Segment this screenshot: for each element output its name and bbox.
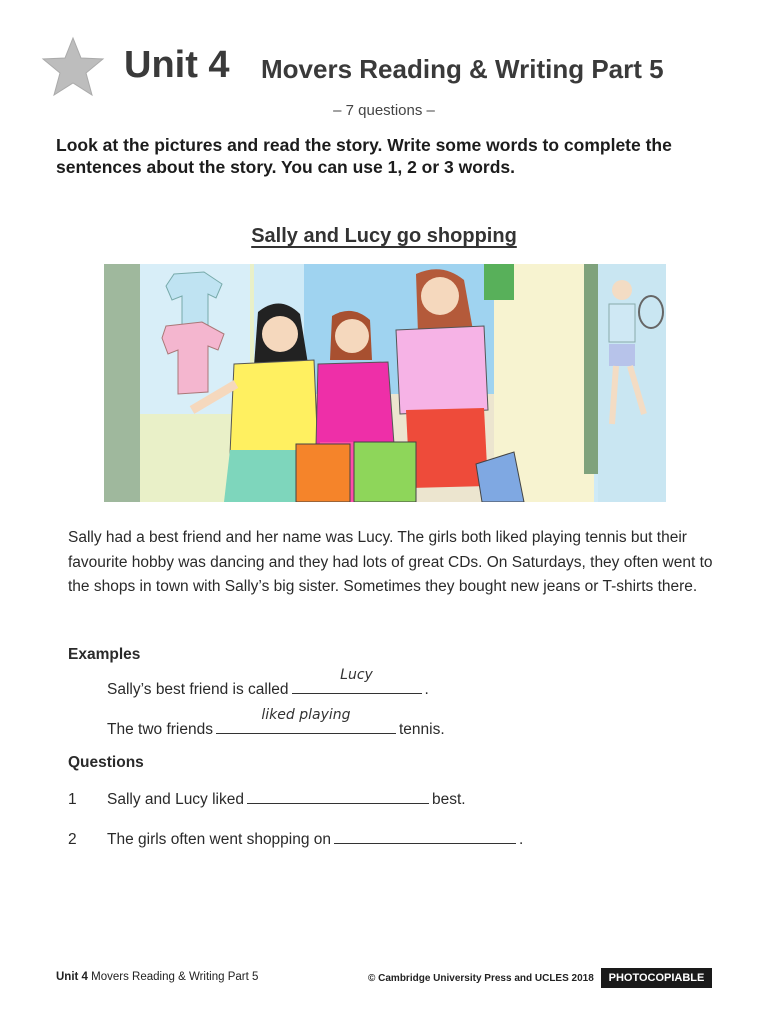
example-2-answer-line [216, 707, 396, 734]
question-2 [68, 825, 523, 849]
question-count: – 7 questions – [333, 102, 435, 119]
example-1 [107, 667, 429, 699]
star-icon [40, 36, 106, 98]
photocopiable-badge: PHOTOCOPIABLE [601, 968, 712, 988]
story-text: Sally had a best friend and her name was Lucy. The girls both liked playing tennis but their favourite hobby was dancing and they had lots of great CDs. On Saturdays, they often went to the shops in town with Sally’s big sister. Sometimes they bought new jeans or T-shirts there. [68, 529, 713, 595]
example-1-answer-line [292, 667, 422, 694]
question-1 [68, 785, 466, 809]
question-1-prompt: Sally and Lucy liked [107, 791, 244, 808]
example-2 [107, 707, 445, 739]
example-2-answer: liked playing [261, 707, 351, 723]
example-1-suffix: . [424, 681, 429, 698]
footer-part: Movers Reading & Writing Part 5 [91, 971, 259, 983]
question-2-answer-field[interactable] [334, 825, 516, 844]
question-1-answer-field[interactable] [247, 785, 429, 804]
question-1-suffix: best. [432, 791, 466, 808]
footer-copyright: © Cambridge University Press and UCLES 2018 [368, 973, 594, 984]
question-2-suffix: . [519, 831, 524, 848]
instructions: Look at the pictures and read the story. Write some words to complete the sentences about the story. You can use 1, 2 or 3 words. [56, 135, 672, 177]
example-2-prompt: The two friends [107, 721, 213, 738]
story-title: Sally and Lucy go shopping [251, 225, 517, 247]
question-2-number: 2 [68, 831, 77, 848]
example-2-suffix: tennis. [398, 721, 445, 738]
footer-unit [56, 971, 258, 983]
example-1-prompt: Sally’s best friend is called [107, 681, 289, 698]
page-title: Movers Reading & Writing Part 5 [261, 54, 664, 84]
example-1-answer: Lucy [340, 667, 373, 683]
footer-unit-label: Unit 4 [56, 971, 88, 983]
question-1-number: 1 [68, 791, 77, 808]
question-2-prompt: The girls often went shopping on [107, 831, 332, 848]
examples-heading: Examples [68, 646, 141, 663]
questions-heading: Questions [68, 754, 144, 771]
story-illustration [104, 264, 666, 502]
unit-label: Unit 4 [124, 44, 230, 86]
